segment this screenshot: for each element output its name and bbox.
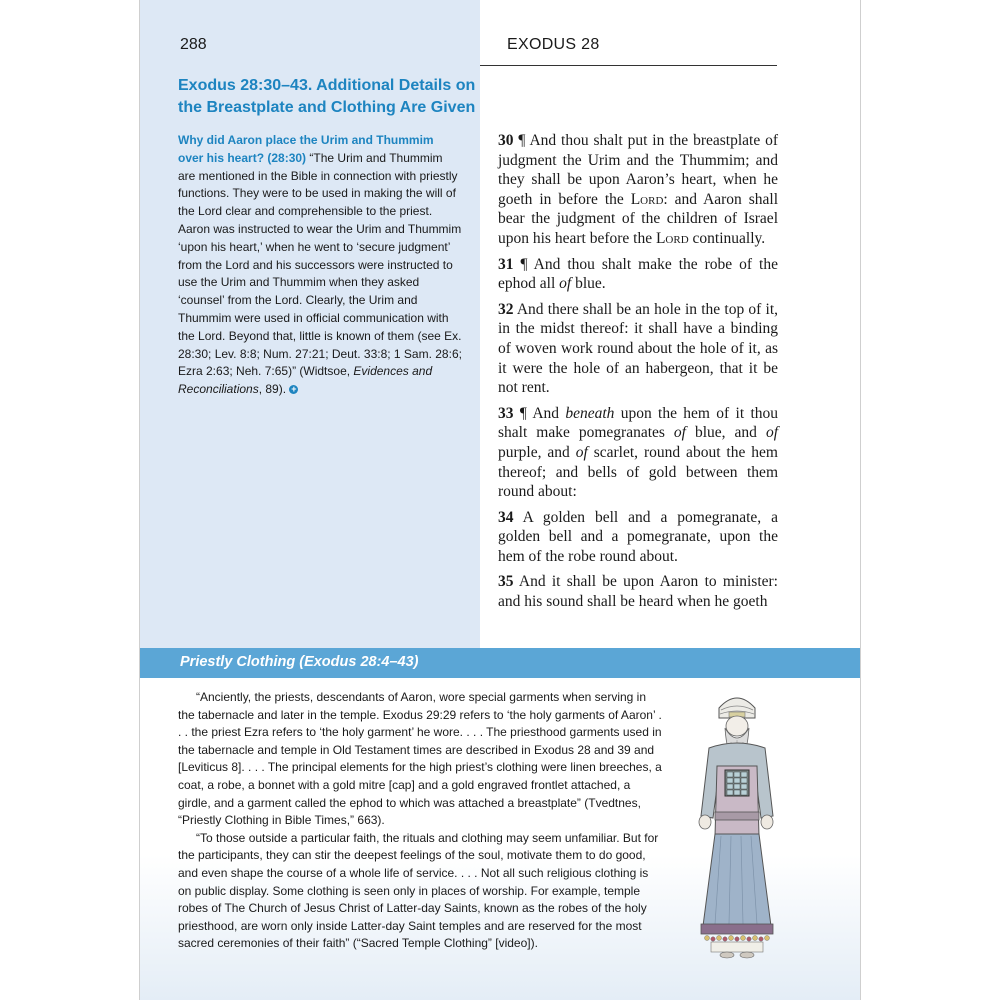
commentary-question: Why did Aaron place the Urim and Thummim over his heart? (28:30) [178, 133, 434, 165]
feature-paragraph-1: “Anciently, the priests, descendants of Aaron, wore special garments when serving in the tabernacle and later in the temple. Exodus 29:29 refers to ‘the holy garments of Aaron’ . . . the priest Ezra refers to ‘the holy garment’ he wore. . . . The priesthood garments used in the tabernacle and temple in Old Testament times are described in Exodus 28 and 39 and [Leviticus 8]. . . . The principal elements for the high priest’s clothing were linen breeches, a coat, a robe, a bonnet with a gold mitre [cap] and a gold engraved frontlet attached, a girdle, and a garment called the ephod to which was attached a breastplate” (Tvedtnes, “Priestly Clothing in Bible Times,” 663). [178, 690, 662, 828]
verse-number: 31 [498, 255, 514, 273]
verse-text: scarlet, round about the hem thereof; and bells of gold between them round about: [498, 443, 778, 501]
verse-31 [498, 255, 778, 294]
verse-italic: of [673, 424, 686, 442]
verse-text: upon the hem of it thou shalt make pomegranates [498, 404, 779, 442]
verse-34 [498, 508, 778, 567]
lord-small-caps: Lord [630, 190, 664, 208]
verse-text: purple, and [498, 443, 576, 461]
verse-35 [498, 572, 778, 611]
verse-italic: beneath [565, 404, 615, 422]
verse-text: blue, and [685, 424, 766, 442]
feature-banner [140, 648, 861, 678]
book-page [139, 0, 861, 1000]
page-number: 288 [180, 36, 207, 53]
verse-number: 32 [498, 300, 514, 318]
feature-paragraph-2: “To those outside a particular faith, the rituals and clothing may seem unfamiliar. But for the participants, they can stir the deepest feelings of the soul, motivate them to do good, and even shape the course of a whole life of service. . . . Not all such religious clothing is on public display. Some clothing is seen only in places of worship. For example, temple robes of The Church of Jesus Christ of Latter-day Saints, known as the robes of the holy priesthood, are worn only inside Latter-day Saint temples and are reserved for the most sacred ceremonies of their faith” (“Sacred Temple Clothing” [video]). [178, 830, 659, 951]
citation-title: Evidences and Reconciliations [178, 364, 433, 397]
pilcrow: ¶ [513, 255, 534, 273]
plus-circle-icon[interactable]: + [291, 384, 297, 395]
verse-text: : and Aaron shall bear the judgment of the children of Israel upon his heart before the [498, 190, 779, 247]
verse-italic: of [765, 424, 778, 442]
section-heading: Exodus 28:30–43. Additional Details on the Breastplate and Clothing Are Given [178, 77, 476, 116]
verse-number: 35 [498, 573, 514, 591]
verse-text: And it shall be upon Aaron to minister: and his sound shall be heard when he goeth [498, 573, 778, 611]
lord-small-caps: Lord [655, 229, 689, 247]
feature-text [178, 689, 664, 953]
verse-text: And there shall be an hole in the top of it, in the midst thereof: it shall have a binding of woven work round about the hole of it, as it were the hole of an habergeon, that it be not rent. [498, 300, 778, 397]
verse-italic: of [559, 275, 572, 293]
verse-text: continually. [688, 229, 766, 247]
scripture-column [498, 131, 778, 618]
commentary-answer: “The Urim and Thummim are mentioned in the Bible in connection with priestly functions. They were to be used in making the will of the Lord clear and comprehensible to the priest. Aaron was instructed to wear the Urim and Thummim ‘upon his heart,’ when he went to ‘secure judgment’ from the Lord and his successors were instructed to use the Urim and Thummim when they asked ‘counsel’ from the Lord. Clearly, the Urim and Thummim were used in official communication with the Lord. Beyond that, little is known of them (see Ex. 28:30; Lev. 8:8; Num. 27:21; Deut. 33:8; 1 Sam. 28:6; Ezra 2:63; Neh. 7:65)” (Widtsoe, [178, 150, 462, 379]
verse-number: 33 [498, 404, 514, 422]
verse-italic: of [575, 443, 588, 461]
high-priest-illustration-icon [675, 686, 799, 960]
verse-33 [498, 404, 778, 502]
pilcrow: ¶ [513, 404, 533, 422]
verse-30 [498, 131, 778, 249]
verse-text: And thou shalt put in the breastplate of judgment the Urim and the Thummim; and they shall be upon Aaron’s heart, when he goeth in before the [498, 132, 778, 208]
verse-text: And [532, 404, 566, 422]
verse-text: blue. [571, 275, 606, 293]
running-head: EXODUS 28 [507, 36, 600, 53]
commentary-text [178, 132, 462, 399]
verse-text: And thou shalt make the robe of the ephod all [498, 255, 778, 293]
feature-title: Priestly Clothing (Exodus 28:4–43) [180, 654, 419, 670]
verse-32 [498, 300, 778, 398]
verse-number: 30 [498, 132, 514, 149]
verse-number: 34 [498, 508, 514, 526]
header-rule [480, 65, 777, 66]
verse-text: A golden bell and a pomegranate, a golden bell and a pomegranate, upon the hem of the robe round about. [498, 508, 778, 565]
citation-end: , 89). [258, 382, 287, 397]
pilcrow: ¶ [513, 132, 530, 149]
